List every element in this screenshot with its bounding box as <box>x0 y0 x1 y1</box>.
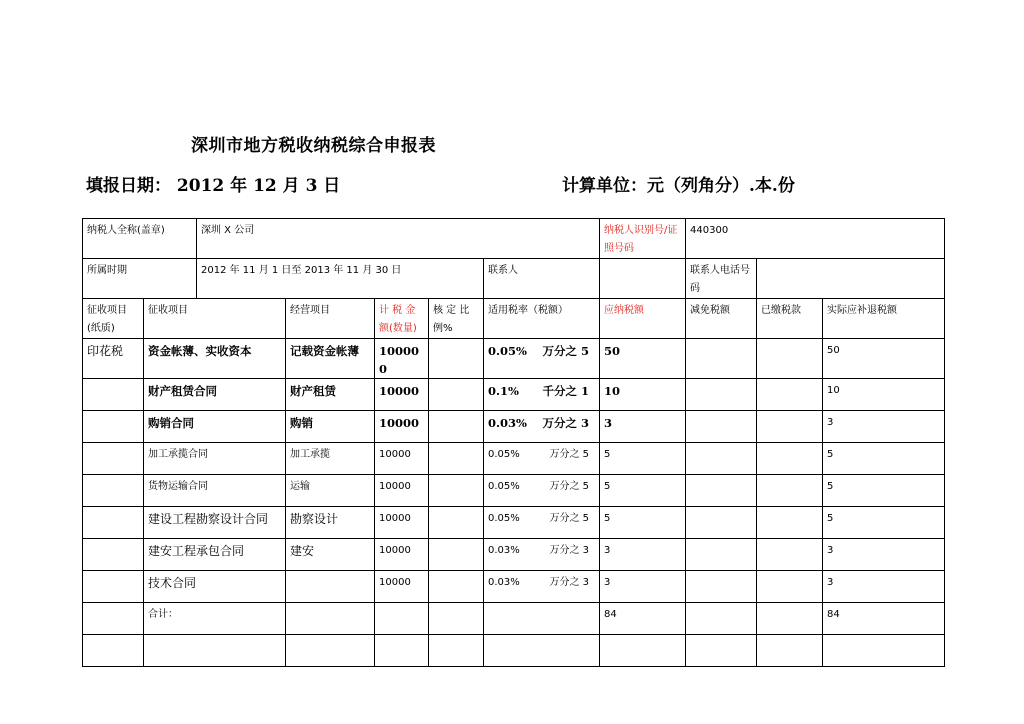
row-category-empty <box>83 379 144 411</box>
row-rate-pct: 0.05% <box>488 481 520 492</box>
row-actual: 50 <box>823 339 945 379</box>
period-row <box>83 259 945 299</box>
row-rate-text: 万分之 5 <box>549 513 590 524</box>
row-rate-pct: 0.1% <box>488 384 519 398</box>
row-ratio <box>429 539 484 571</box>
col-item: 征收项目 <box>144 299 286 339</box>
row-paid <box>757 379 823 411</box>
row-rate-text: 万分之 3 <box>542 416 590 430</box>
row-rate <box>484 379 600 411</box>
row-amount: 10000 <box>375 539 429 571</box>
row-actual: 3 <box>823 411 945 443</box>
total-ratio <box>429 603 484 635</box>
total-business <box>286 603 375 635</box>
col-amount: 计 税 金额(数量) <box>375 299 429 339</box>
col-exempt: 减免税额 <box>686 299 757 339</box>
row-business: 运输 <box>286 475 375 507</box>
row-rate-text: 万分之 5 <box>542 344 590 358</box>
empty-cell <box>375 635 429 667</box>
empty-cell <box>286 635 375 667</box>
row-item: 建安工程承包合同 <box>144 539 286 571</box>
taxpayer-name-value: 深圳 X 公司 <box>197 219 600 259</box>
empty-cell <box>429 635 484 667</box>
row-ratio <box>429 443 484 475</box>
taxpayer-id-label: 纳税人识别号/证照号码 <box>600 219 686 259</box>
row-ratio <box>429 339 484 379</box>
row-payable: 5 <box>600 443 686 475</box>
row-business: 建安 <box>286 539 375 571</box>
row-paid <box>757 443 823 475</box>
row-exempt <box>686 411 757 443</box>
col-tax-category: 征收项目(纸质) <box>83 299 144 339</box>
taxpayer-id-value: 440300 <box>686 219 945 259</box>
tax-category-value: 印花税 <box>83 339 144 379</box>
table-row <box>83 475 945 507</box>
calculation-unit: 计算单位：元（列角分）.本.份 <box>562 176 795 196</box>
row-item: 货物运输合同 <box>144 475 286 507</box>
row-category-empty <box>83 571 144 603</box>
row-business <box>286 571 375 603</box>
row-ratio <box>429 379 484 411</box>
row-payable: 5 <box>600 507 686 539</box>
empty-cell <box>823 635 945 667</box>
row-business: 加工承揽 <box>286 443 375 475</box>
row-paid <box>757 571 823 603</box>
row-exempt <box>686 571 757 603</box>
empty-cell <box>757 635 823 667</box>
form-title: 深圳市地方税收纳税综合申报表 <box>191 136 436 156</box>
total-row <box>83 603 945 635</box>
row-amount: 10000 <box>375 571 429 603</box>
row-category-empty <box>83 507 144 539</box>
row-rate-text: 万分之 5 <box>549 449 590 460</box>
row-rate-text: 千分之 1 <box>542 384 590 398</box>
row-category-empty <box>83 443 144 475</box>
table-row <box>83 339 945 379</box>
row-payable: 50 <box>600 339 686 379</box>
row-amount: 10000 <box>375 507 429 539</box>
row-rate <box>484 539 600 571</box>
empty-row <box>83 635 945 667</box>
col-rate: 适用税率（税额） <box>484 299 600 339</box>
row-payable: 3 <box>600 411 686 443</box>
row-ratio <box>429 507 484 539</box>
row-item: 购销合同 <box>144 411 286 443</box>
row-item: 加工承揽合同 <box>144 443 286 475</box>
phone-value <box>757 259 945 299</box>
total-paid <box>757 603 823 635</box>
row-category-empty <box>83 603 144 635</box>
row-rate <box>484 475 600 507</box>
row-rate <box>484 507 600 539</box>
row-payable: 5 <box>600 475 686 507</box>
total-amount <box>375 603 429 635</box>
row-exempt <box>686 507 757 539</box>
row-exempt <box>686 379 757 411</box>
row-business: 记载资金帐薄 <box>286 339 375 379</box>
row-paid <box>757 475 823 507</box>
table-row <box>83 539 945 571</box>
fill-date: 填报日期： 2012 年 12 月 3 日 <box>86 176 341 196</box>
row-exempt <box>686 339 757 379</box>
row-business: 财产租赁 <box>286 379 375 411</box>
row-amount: 10000 <box>375 475 429 507</box>
row-exempt <box>686 475 757 507</box>
row-payable: 10 <box>600 379 686 411</box>
table-row <box>83 571 945 603</box>
table-row <box>83 443 945 475</box>
row-actual: 5 <box>823 507 945 539</box>
total-label: 合计： <box>144 603 286 635</box>
empty-cell <box>83 635 144 667</box>
empty-cell <box>686 635 757 667</box>
row-business: 勘察设计 <box>286 507 375 539</box>
row-rate <box>484 411 600 443</box>
period-label: 所属时期 <box>83 259 197 299</box>
row-rate-text: 万分之 3 <box>549 545 590 556</box>
row-ratio <box>429 475 484 507</box>
row-actual: 5 <box>823 475 945 507</box>
row-rate-pct: 0.03% <box>488 577 520 588</box>
row-category-empty <box>83 475 144 507</box>
table-row <box>83 379 945 411</box>
row-amount: 100000 <box>375 339 429 379</box>
col-ratio: 核 定 比例% <box>429 299 484 339</box>
row-business: 购销 <box>286 411 375 443</box>
row-paid <box>757 507 823 539</box>
table-row <box>83 411 945 443</box>
row-paid <box>757 339 823 379</box>
row-amount: 10000 <box>375 411 429 443</box>
row-rate-pct: 0.03% <box>488 545 520 556</box>
row-exempt <box>686 539 757 571</box>
total-rate <box>484 603 600 635</box>
row-rate <box>484 571 600 603</box>
row-payable: 3 <box>600 539 686 571</box>
column-header-row <box>83 299 945 339</box>
row-rate-text: 万分之 5 <box>549 481 590 492</box>
row-exempt <box>686 443 757 475</box>
col-business: 经营项目 <box>286 299 375 339</box>
tax-declaration-table <box>82 218 945 667</box>
row-item: 建设工程勘察设计合同 <box>144 507 286 539</box>
row-actual: 10 <box>823 379 945 411</box>
row-item: 财产租赁合同 <box>144 379 286 411</box>
row-category-empty <box>83 411 144 443</box>
contact-label: 联系人 <box>484 259 600 299</box>
table-row <box>83 507 945 539</box>
empty-cell <box>144 635 286 667</box>
empty-cell <box>600 635 686 667</box>
row-actual: 5 <box>823 443 945 475</box>
contact-value <box>600 259 686 299</box>
row-item: 资金帐薄、实收资本 <box>144 339 286 379</box>
period-value: 2012 年 11 月 1 日至 2013 年 11 月 30 日 <box>197 259 484 299</box>
phone-label: 联系人电话号码 <box>686 259 757 299</box>
row-item: 技术合同 <box>144 571 286 603</box>
col-payable: 应纳税额 <box>600 299 686 339</box>
row-rate <box>484 339 600 379</box>
row-rate-text: 万分之 3 <box>549 577 590 588</box>
row-amount: 10000 <box>375 443 429 475</box>
row-category-empty <box>83 539 144 571</box>
total-payable: 84 <box>600 603 686 635</box>
taxpayer-name-label: 纳税人全称(盖章) <box>83 219 197 259</box>
total-exempt <box>686 603 757 635</box>
row-paid <box>757 411 823 443</box>
row-rate-pct: 0.05% <box>488 513 520 524</box>
row-amount: 10000 <box>375 379 429 411</box>
col-paid: 已缴税款 <box>757 299 823 339</box>
taxpayer-row <box>83 219 945 259</box>
total-actual: 84 <box>823 603 945 635</box>
row-actual: 3 <box>823 571 945 603</box>
row-actual: 3 <box>823 539 945 571</box>
row-ratio <box>429 571 484 603</box>
empty-cell <box>484 635 600 667</box>
row-rate-pct: 0.05% <box>488 449 520 460</box>
row-ratio <box>429 411 484 443</box>
row-payable: 3 <box>600 571 686 603</box>
row-rate-pct: 0.03% <box>488 416 527 430</box>
row-paid <box>757 539 823 571</box>
row-rate-pct: 0.05% <box>488 344 527 358</box>
row-rate <box>484 443 600 475</box>
col-actual: 实际应补退税额 <box>823 299 945 339</box>
